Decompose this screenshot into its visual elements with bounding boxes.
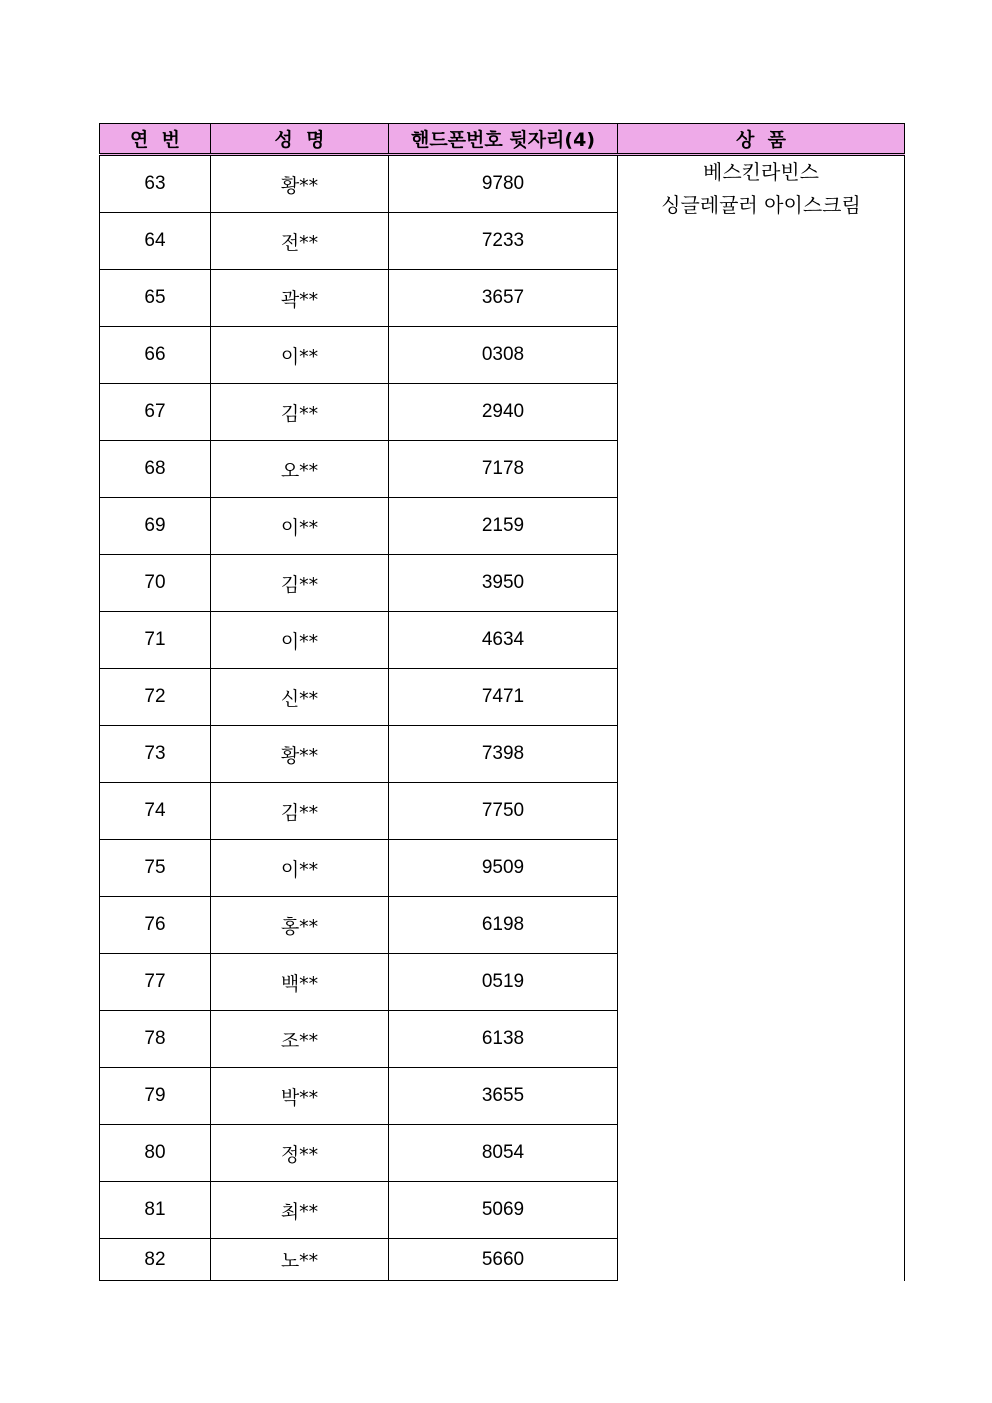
- cell-number: 78: [100, 1011, 211, 1068]
- cell-name: 백**: [211, 954, 389, 1011]
- cell-phone-last4: 7233: [389, 213, 618, 270]
- cell-name: 노**: [211, 1239, 389, 1281]
- cell-name: 이**: [211, 327, 389, 384]
- cell-name: 황**: [211, 726, 389, 783]
- cell-number: 79: [100, 1068, 211, 1125]
- cell-phone-last4: 2940: [389, 384, 618, 441]
- cell-phone-last4: 9780: [389, 155, 618, 213]
- cell-number: 69: [100, 498, 211, 555]
- cell-name: 김**: [211, 555, 389, 612]
- cell-phone-last4: 9509: [389, 840, 618, 897]
- cell-name: 오**: [211, 441, 389, 498]
- cell-phone-last4: 0519: [389, 954, 618, 1011]
- cell-name: 홍**: [211, 897, 389, 954]
- cell-number: 64: [100, 213, 211, 270]
- table-body: [100, 155, 905, 1281]
- cell-name: 이**: [211, 612, 389, 669]
- header-row: [100, 124, 905, 155]
- cell-prize: [618, 155, 905, 1281]
- cell-name: 김**: [211, 384, 389, 441]
- cell-phone-last4: 7750: [389, 783, 618, 840]
- cell-phone-last4: 5660: [389, 1239, 618, 1281]
- cell-number: 80: [100, 1125, 211, 1182]
- cell-name: 황**: [211, 155, 389, 213]
- cell-name: 박**: [211, 1068, 389, 1125]
- winner-table: [99, 123, 905, 1281]
- cell-phone-last4: 6198: [389, 897, 618, 954]
- cell-number: 67: [100, 384, 211, 441]
- header-name: 성 명: [211, 124, 389, 155]
- cell-number: 76: [100, 897, 211, 954]
- cell-phone-last4: 3655: [389, 1068, 618, 1125]
- header-prize: 상 품: [618, 124, 905, 155]
- header-phone-last4: 핸드폰번호 뒷자리(4): [389, 124, 618, 155]
- cell-number: 73: [100, 726, 211, 783]
- cell-name: 이**: [211, 840, 389, 897]
- cell-phone-last4: 4634: [389, 612, 618, 669]
- cell-name: 곽**: [211, 270, 389, 327]
- cell-number: 71: [100, 612, 211, 669]
- cell-phone-last4: 5069: [389, 1182, 618, 1239]
- cell-name: 조**: [211, 1011, 389, 1068]
- cell-phone-last4: 8054: [389, 1125, 618, 1182]
- cell-name: 김**: [211, 783, 389, 840]
- header-number: 연 번: [100, 124, 211, 155]
- cell-number: 63: [100, 155, 211, 213]
- table-row: [100, 155, 905, 213]
- cell-name: 이**: [211, 498, 389, 555]
- cell-phone-last4: 0308: [389, 327, 618, 384]
- cell-phone-last4: 7398: [389, 726, 618, 783]
- cell-name: 전**: [211, 213, 389, 270]
- prize-item: 싱글레귤러 아이스크림: [661, 193, 861, 217]
- table-header: [100, 124, 905, 155]
- cell-name: 신**: [211, 669, 389, 726]
- cell-phone-last4: 7178: [389, 441, 618, 498]
- cell-number: 75: [100, 840, 211, 897]
- cell-phone-last4: 3657: [389, 270, 618, 327]
- prize-brand: 베스킨라빈스: [703, 160, 819, 184]
- cell-phone-last4: 6138: [389, 1011, 618, 1068]
- cell-number: 70: [100, 555, 211, 612]
- cell-name: 최**: [211, 1182, 389, 1239]
- cell-number: 74: [100, 783, 211, 840]
- cell-phone-last4: 3950: [389, 555, 618, 612]
- cell-number: 66: [100, 327, 211, 384]
- cell-name: 정**: [211, 1125, 389, 1182]
- cell-number: 81: [100, 1182, 211, 1239]
- cell-number: 72: [100, 669, 211, 726]
- cell-number: 82: [100, 1239, 211, 1281]
- cell-phone-last4: 7471: [389, 669, 618, 726]
- cell-number: 77: [100, 954, 211, 1011]
- cell-number: 65: [100, 270, 211, 327]
- cell-phone-last4: 2159: [389, 498, 618, 555]
- cell-number: 68: [100, 441, 211, 498]
